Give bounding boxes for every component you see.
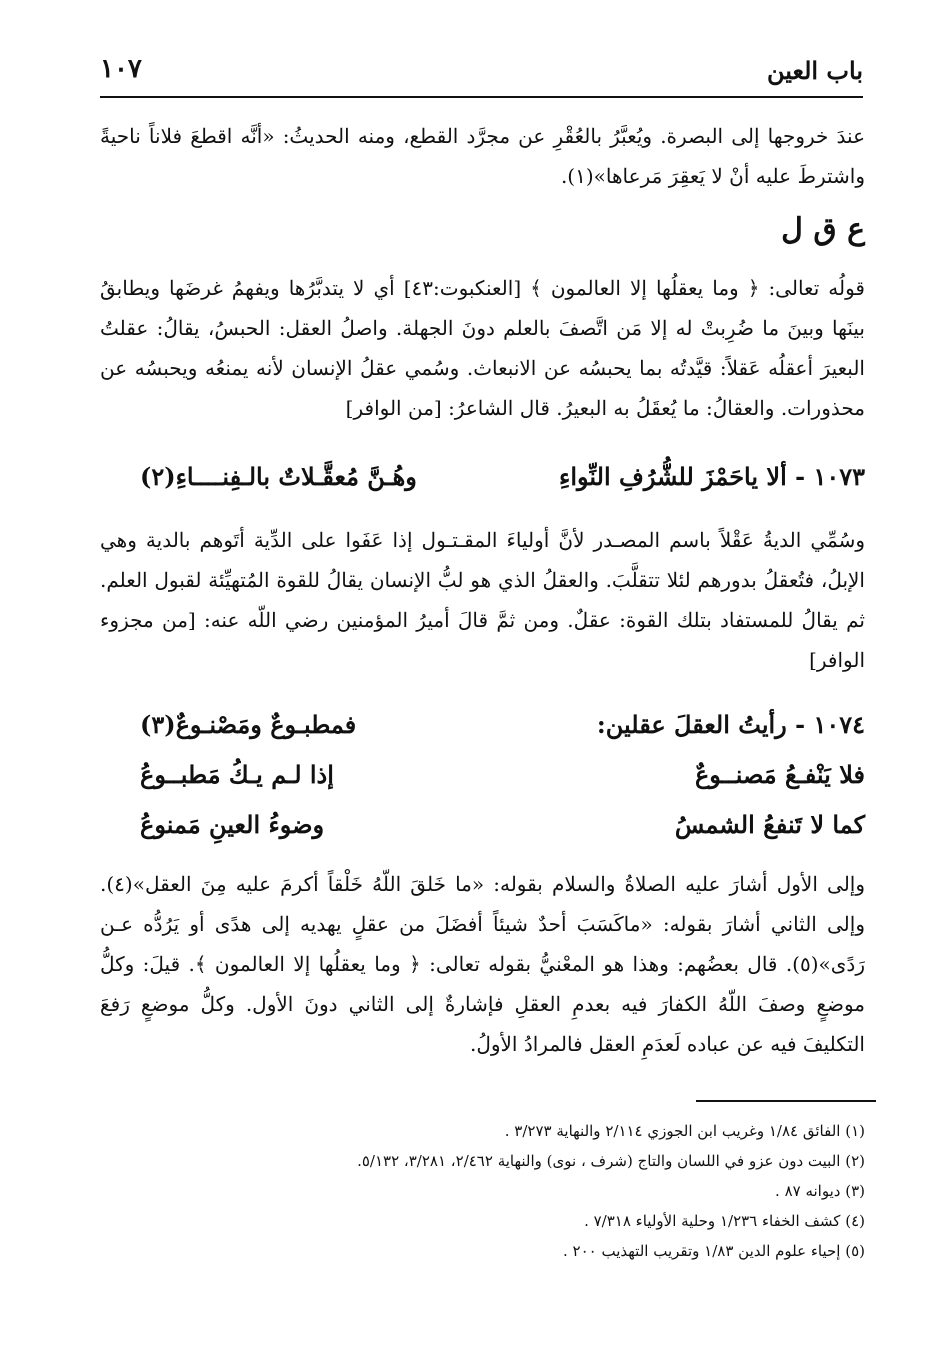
verse-hemistich-first: فلا يَنْفـعُ مَصنــوعٌ xyxy=(694,760,865,789)
footnotes xyxy=(100,1116,865,1266)
verse-1074-line-2 xyxy=(120,760,865,800)
verse-hemistich-second: وضوءُ العينِ مَمنوعُ xyxy=(140,810,325,839)
verse-hemistich-second: إذا لـم يـكُ مَطبــوعُ xyxy=(140,760,334,789)
paragraph-3: وسُمِّي الديةُ عَقْلاً باسم المصـدر لأنَّ أولياءَ المقـتـول إذا عَفَوا على الدِّية أتَوهم بالدية وهي الإبلُ، فتُعقلُ بدورهم لئلا تتقلَّبَ. والعقلُ الذي هو لبُّ الإنسان يقالُ للقوة المُتهيِّئة لقبول العلم. ثم يقالُ للمستفاد بتلك القوة: عقلٌ. ومن ثمَّ قالَ أميرُ المؤمنين رضي اللّه عنه: [من مجزوء الوافر] xyxy=(100,528,865,672)
root-heading: ع ق ل xyxy=(781,212,865,247)
footnote-5: (٥) إحياء علوم الدين ١/٨٣ وتقريب التهذيب ٢٠٠ . xyxy=(563,1242,865,1260)
footnotes-separator xyxy=(696,1100,876,1102)
verse-1074-line-3 xyxy=(120,810,865,850)
footnote-3: (٣) ديوانه ٨٧ . xyxy=(775,1182,865,1200)
footnote-1: (١) الفائق ١/٨٤ وغريب ابن الجوزي ٢/١١٤ والنهاية ٣/٢٧٣ . xyxy=(504,1122,865,1140)
paragraph-2: قولُه تعالى: ﴿ وما يعقلُها إلا العالمون ﴾ [العنكبوت:٤٣] أي لا يتدبَّرُها ويفهمُ غرضَها ويطابقُ بينَها وبينَ ما ضُرِبتْ له إلا مَن اتَّصفَ بالعلم دونَ الجهلة. واصلُ العقل: الحبسُ، يقالُ: عقلتُ البعيرَ أعقلُه عَقلاً: قيَّدتُه بما يحبسُه عن الانبعاث. وسُمي عقلُ الإنسان لأنه يمنعُه ويحبسُه عن محذورات. والعقالُ: ما يُعقَلُ به البعيرُ. قال الشاعرُ: [من الوافر] xyxy=(100,276,865,420)
verse-1074-line-1 xyxy=(120,710,865,750)
verse-hemistich-first: ١٠٧٤ - رأيتُ العقلَ عقلين: xyxy=(596,710,865,739)
footnote-2: (٢) البيت دون عزو في اللسان والتاج (شرف ، نوى) والنهاية ٢/٤٦٢، ٣/٢٨١، ٥/١٣٢. xyxy=(357,1152,865,1170)
chapter-title: باب العين xyxy=(766,56,863,85)
page-number: ١٠٧ xyxy=(100,54,142,84)
paragraph-1: عندَ خروجها إلى البصرة. ويُعبَّرُ بالعُقْرِ عن مجرَّد القطع، ومنه الحديثُ: «أنَّه اقطعَ فلاناً ناحيةً واشترطَ عليه أنْ لا يَعقِرَ مَرعاها»(١). xyxy=(100,124,866,188)
verse-hemistich-first: كما لا تَنفعُ الشمسُ xyxy=(674,810,865,839)
verse-hemistich-second: وهُـنَّ مُعقَّـلاتٌ بالـفِنــــاءِ(٢) xyxy=(140,462,417,491)
verse-hemistich-second: فمطبـوعٌ ومَصْنـوعٌ(٣) xyxy=(140,710,357,739)
footnote-4: (٤) كشف الخفاء ١/٢٣٦ وحلية الأولياء ٧/٣١٨ . xyxy=(584,1212,865,1230)
header-rule xyxy=(100,96,863,98)
verse-hemistich-first: ١٠٧٣ - ألا ياحَمْزَ للشُّرُفِ النِّواءِ xyxy=(559,462,865,491)
paragraph-4: وإلى الأول أشارَ عليه الصلاةُ والسلام بقوله: «ما خَلقَ اللّهُ خَلْقاً أكرمَ عليه مِنَ العقل»(٤). وإلى الثاني أشارَ بقوله: «ماكَسَبَ أحدٌ شيئاً أفضَلَ من عقلٍ يهديه إلى هدًى أو يَرُدُّه عـن رَدًى»(٥). قال بعضُهم: وهذا هو المعْنيُّ بقوله تعالى: ﴿ وما يعقلُها إلا العالمون ﴾. قيلَ: وكلُّ موضعٍ وصفَ اللّهُ الكفارَ فيه بعدمِ العقلِ فإشارةٌ إلى الثاني دونَ الأول. وكلُّ موضعٍ رَفعَ التكليفَ فيه عن عباده لَعدَمِ العقل فالمرادُ الأولُ. xyxy=(100,872,865,1056)
page-header xyxy=(100,52,863,94)
verse-1073 xyxy=(120,462,865,502)
